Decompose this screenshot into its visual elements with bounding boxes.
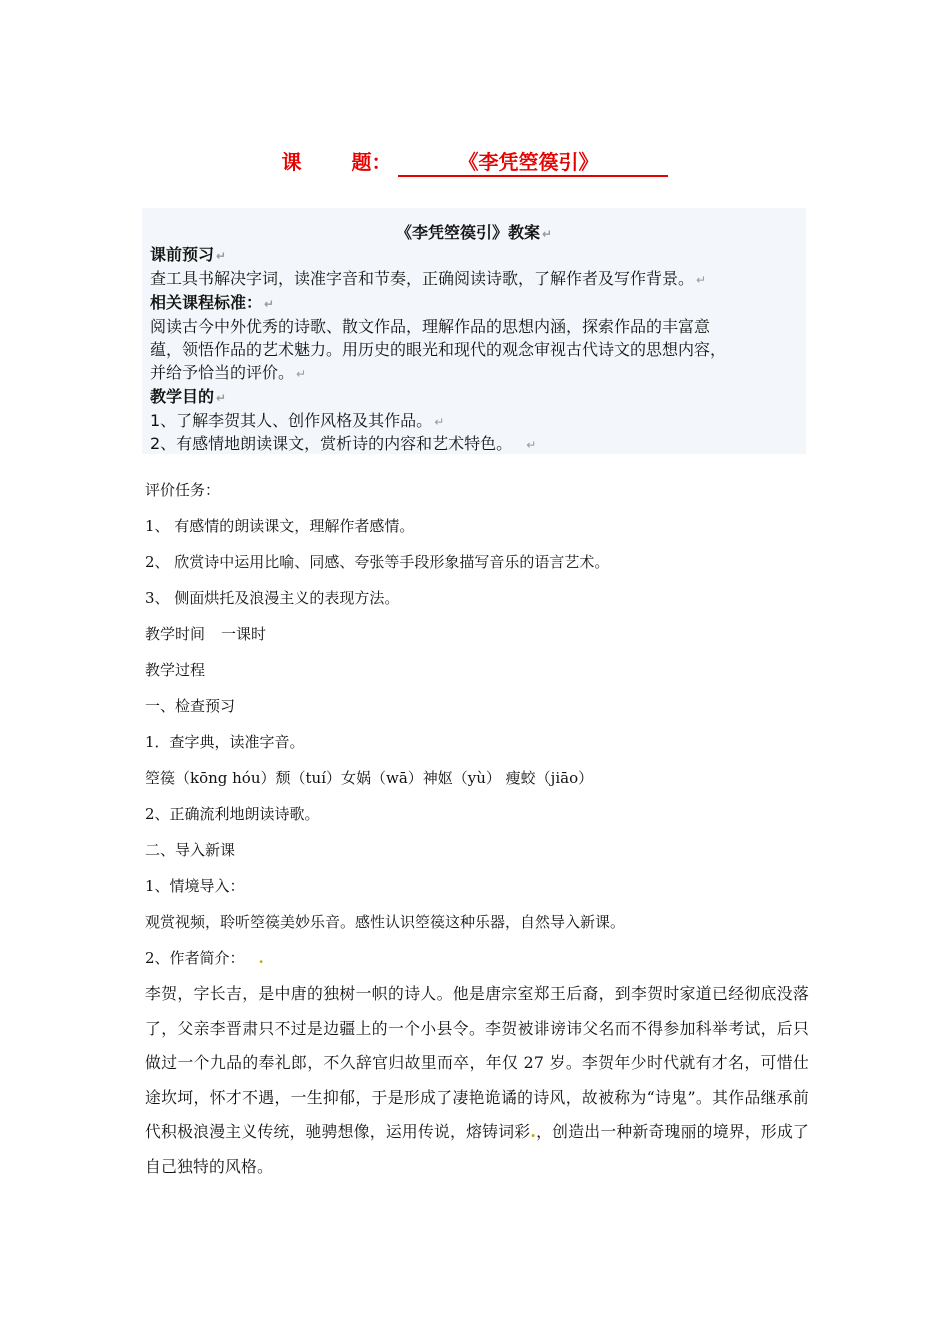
intro-label: 1、情境导入： [145,877,245,895]
dot-mark-icon: . [530,1122,537,1141]
teaching-process: 教学过程 [145,661,206,679]
eval-item-3: 3、 侧面烘托及浪漫主义的表现方法。 [145,589,400,607]
teaching-time-value: 一课时 [221,625,267,643]
standards-line-2: 蕴，领悟作品的艺术魅力。用历史的眼光和现代的观念审视古代诗文的思想内容， [150,340,727,359]
teaching-time-label: 教学时间 [145,625,206,643]
lesson-title-label [282,146,392,175]
bio-text-part1: 李贺，字长吉，是中唐的独树一帜的诗人。他是唐宗室郑王后裔，到李贺时家道已经彻底没落了，父亲李晋肃只不过是边疆上的一个小县令。李贺被诽谤讳父名而不得参加科举考试，后只做过一个九品的奉礼郎，不久辞官归故里而卒，年仅 27 岁。李贺年少时代就有才名，可惜仕途坎坷，怀才不遇，一生抑郁，于是形成了凄艳诡谲的诗风，故被称为“诗鬼”。其作品继承前代积极浪漫主义传统，驰骋想像，运用传说，熔铸词彩 [145,984,809,1141]
objectives-heading [150,384,226,407]
return-mark-icon: ↵ [216,391,227,405]
title-label-a: 课 [281,150,302,174]
return-mark-icon: ↵ [296,367,307,381]
standards-line-3-text: 并给予恰当的评价。 [150,363,295,382]
return-mark-icon: ↵ [216,249,227,263]
scan-title [142,220,806,243]
title-label-b: 题： [351,150,392,174]
lesson-title [0,146,950,180]
section-check-preview: 一、检查预习 [145,697,236,715]
objective-1 [150,408,444,431]
step-read-aloud: 2、正确流利地朗读诗歌。 [145,805,320,823]
standards-line-1: 阅读古今中外优秀的诗歌、散文作品，理解作品的思想内涵，探索作品的丰富意 [150,317,711,336]
objectives-heading-text: 教学目的 [150,387,215,406]
lesson-plan-scan [142,208,806,454]
section-new-lesson: 二、导入新课 [145,841,236,859]
objective-2 [150,431,536,454]
teaching-time [145,623,266,644]
objective-2-text: 2、有感情地朗读课文，赏析诗的内容和艺术特色。 [150,434,513,453]
return-mark-icon: ↵ [541,227,553,241]
dot-mark-icon: . [258,949,264,967]
preview-heading-text: 课前预习 [150,245,215,264]
lesson-course-name: 《李凭箜篌引》 [398,149,668,177]
bio-text-part2: ，创造出一种新奇瑰丽的境界，形成了自己独特的风格。 [145,1122,809,1176]
return-mark-icon: ↵ [526,438,537,452]
eval-item-2: 2、 欣赏诗中运用比喻、同感、夸张等手段形象描写音乐的语言艺术。 [145,553,610,571]
return-mark-icon: ↵ [264,297,275,311]
preview-line: 查工具书解决字词，读准字音和节奏，正确阅读诗歌，了解作者及写作背景。 [150,269,695,288]
standards-heading [150,290,274,313]
standards-heading-text: 相关课程标准： [150,293,263,312]
author-intro-label: 2、作者简介： [145,949,245,967]
standards-line-3 [150,360,306,383]
author-intro [145,947,264,968]
intro-text: 观赏视频，聆听箜篌美妙乐音。感性认识箜篌这种乐器，自然导入新课。 [145,913,626,931]
return-mark-icon: ↵ [434,415,445,429]
pinyin-line: 箜篌（kōng hóu）颓（tuí）女娲（wā）神妪（yù） 瘦蛟（jiāo） [145,769,594,787]
preview-text [150,266,706,289]
eval-heading: 评价任务： [145,481,221,499]
return-mark-icon: ↵ [696,273,707,287]
objective-1-text: 1、了解李贺其人、创作风格及其作品。 [150,411,433,430]
preview-heading [150,242,226,265]
eval-item-1: 1、 有感情的朗读课文，理解作者感情。 [145,517,415,535]
author-biography [145,977,809,1184]
step-dictionary: 1．查字典，读准字音。 [145,733,305,751]
scan-title-text: 《李凭箜篌引》教案 [395,223,540,242]
